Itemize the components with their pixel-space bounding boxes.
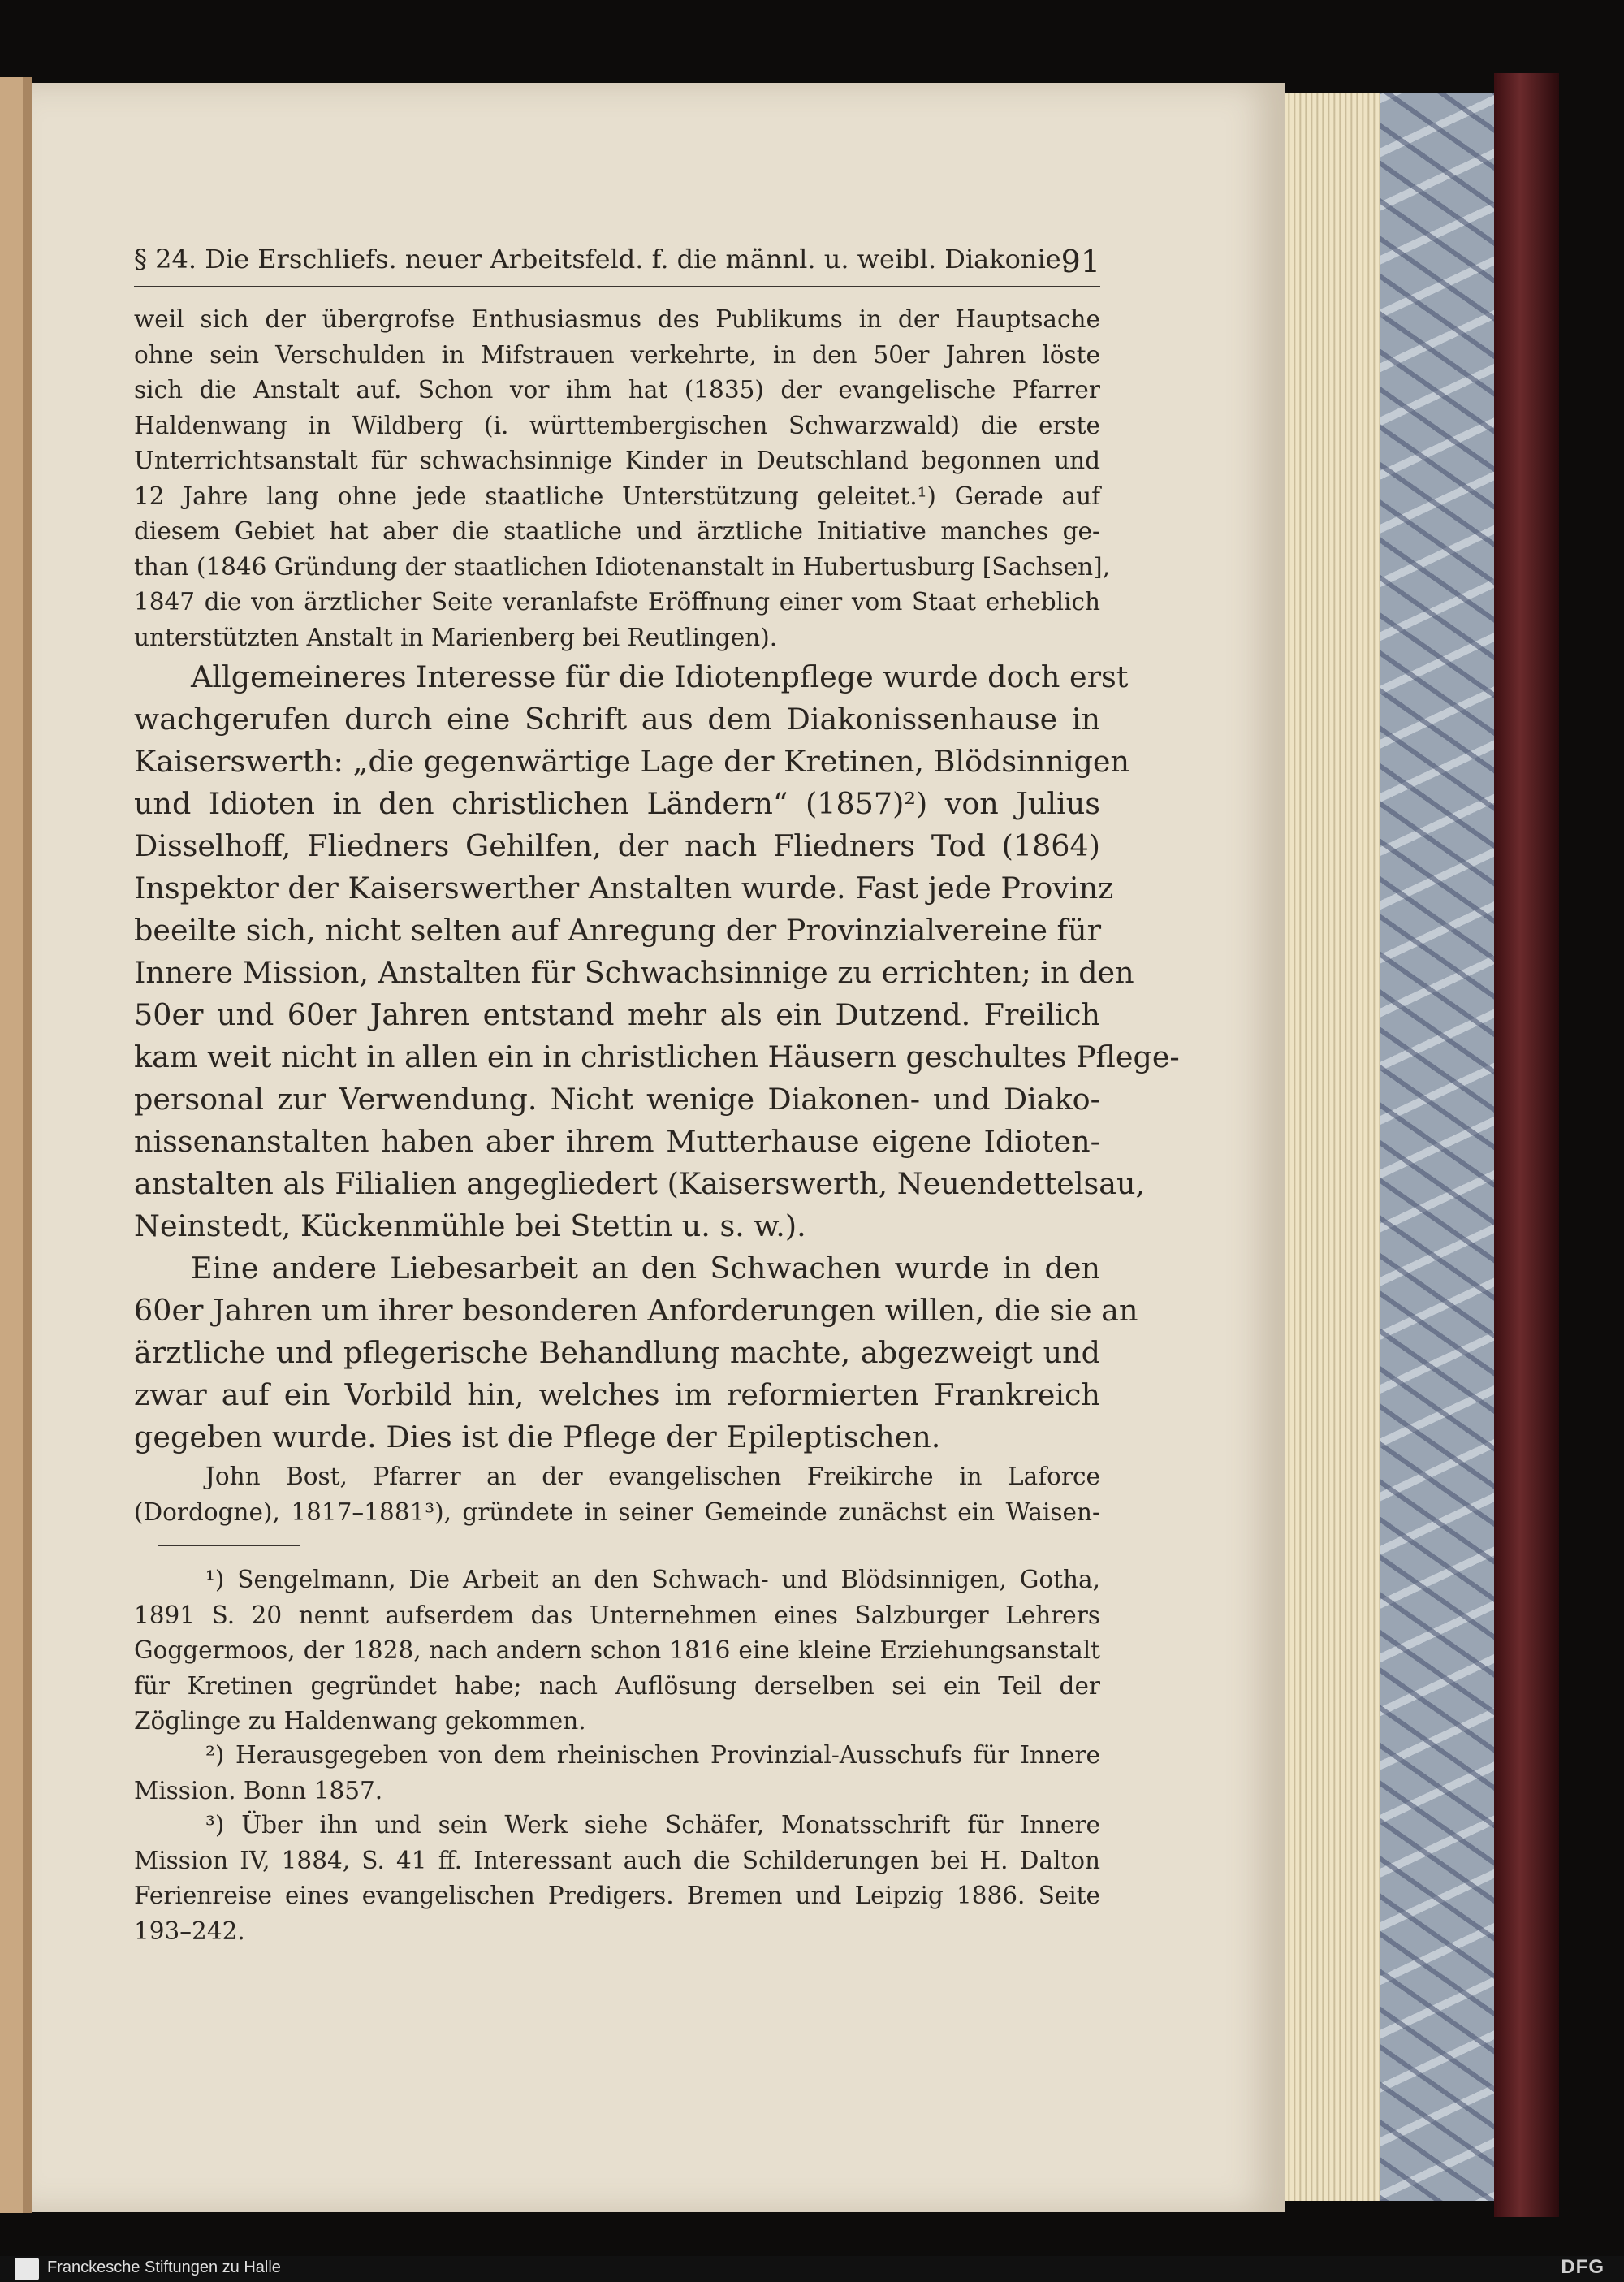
text-line: Mission IV, 1884, S. 41 ff. Interessant auch die Schilderungen bei H. Dalton (134, 1846, 1100, 1874)
paragraph-2 (134, 656, 1180, 1247)
text-line: und Idioten in den christlichen Ländern“ (1857)²) von Julius (134, 786, 1100, 821)
text-line: anstalten als Filialien angegliedert (Kaiserswerth, Neuendettelsau, (134, 1166, 1146, 1201)
text-line: zwar auf ein Vorbild hin, welches im reformierten Frankreich (134, 1377, 1100, 1412)
text-line: Allgemeineres Interesse für die Idiotenpflege wurde doch erst (191, 659, 1129, 694)
text-line: sich die Anstalt auf. Schon vor ihm hat (1835) der evangelische Pfarrer (134, 376, 1100, 404)
text-line: für Kretinen gegründet habe; nach Auflösung derselben sei ein Teil der (134, 1671, 1100, 1700)
text-line: Zöglinge zu Haldenwang gekommen. (134, 1707, 586, 1735)
text-line: nissenanstalten haben aber ihrem Mutterhause eigene Idioten- (134, 1124, 1100, 1159)
footnote-1 (134, 1562, 1100, 1740)
footnote-3 (134, 1808, 1100, 1949)
text-line: 193–242. (134, 1917, 245, 1945)
text-line: 50er und 60er Jahren entstand mehr als ein Dutzend. Freilich (134, 997, 1100, 1032)
text-line: (Dordogne), 1817–1881³), gründete in seiner Gemeinde zunächst ein Waisen- (134, 1498, 1100, 1526)
text-line: Inspektor der Kaiserswerther Anstalten wurde. Fast jede Provinz (134, 871, 1114, 905)
text-line: weil sich der übergrofse Enthusiasmus des Publikums in der Hauptsache (134, 305, 1100, 333)
text-line: Mission. Bonn 1857. (134, 1776, 383, 1804)
page-number: 91 (1060, 244, 1100, 279)
text-line: beeilte sich, nicht selten auf Anregung der Provinzialvereine für (134, 913, 1102, 948)
footnote-2 (134, 1738, 1100, 1809)
text-line: Eine andere Liebesarbeit an den Schwachen wurde in den (191, 1251, 1100, 1286)
footnote-rule (158, 1545, 300, 1546)
text-line: Kaiserswerth: „die gegenwärtige Lage der Kretinen, Blödsinnigen (134, 744, 1129, 779)
text-line: kam weit nicht in allen ein in christlichen Häusern geschultes Pflege- (134, 1039, 1180, 1074)
text-line: Haldenwang in Wildberg (i. württembergischen Schwarzwald) die erste (134, 411, 1100, 439)
paragraph-1 (134, 302, 1111, 655)
text-line: ³) Über ihn und sein Werk siehe Schäfer, Monatsschrift für Innere (205, 1811, 1100, 1839)
text-line: 1847 die von ärztlicher Seite veranlafste Eröffnung einer vom Staat erheblich (134, 588, 1100, 616)
text-line: gegeben wurde. Dies ist die Pflege der Epileptischen. (134, 1420, 941, 1454)
header-title: § 24. Die Erschliefs. neuer Arbeitsfeld. f. die männl. u. weibl. Diakonie. (134, 244, 1069, 274)
paragraph-3 (134, 1247, 1138, 1459)
header-rule (134, 286, 1100, 287)
text-line: Innere Mission, Anstalten für Schwachsinnige zu errichten; in den (134, 955, 1134, 990)
text-line: 12 Jahre lang ohne jede staatliche Unterstützung geleitet.¹) Gerade auf (134, 482, 1100, 510)
text-line: Ferienreise eines evangelischen Predigers. Bremen und Leipzig 1886. Seite (134, 1882, 1100, 1909)
text-line: ohne sein Verschulden in Mifstrauen verkehrte, in den 50er Jahren löste (134, 340, 1100, 369)
text-line: Disselhoff, Fliedners Gehilfen, der nach Fliedners Tod (1864) (134, 828, 1100, 863)
text-line: Goggermoos, der 1828, nach andern schon 1816 eine kleine Erziehungsanstalt (134, 1636, 1100, 1664)
running-header (134, 244, 1100, 279)
text-line: Unterrichtsanstalt für schwachsinnige Kinder in Deutschland begonnen und (134, 447, 1100, 474)
institution-logo-icon (15, 2258, 39, 2280)
text-line: personal zur Verwendung. Nicht wenige Diakonen- und Diako- (134, 1082, 1100, 1117)
text-line: John Bost, Pfarrer an der evangelischen Freikirche in Laforce (205, 1463, 1100, 1490)
paragraph-4 (134, 1459, 1100, 1530)
text-line: Neinstedt, Kückenmühle bei Stettin u. s. w.). (134, 1208, 806, 1243)
funder-logo: DFG (1561, 2256, 1605, 2278)
text-line: ²) Herausgegeben von dem rheinischen Provinzial-Ausschufs für Innere (205, 1741, 1100, 1769)
text-line: ¹) Sengelmann, Die Arbeit an den Schwach- und Blödsinnigen, Gotha, (205, 1566, 1100, 1593)
text-line: unterstützten Anstalt in Marienberg bei Reutlingen). (134, 623, 778, 651)
institution-credit: Franckesche Stiftungen zu Halle (47, 2258, 281, 2276)
text-line: diesem Gebiet hat aber die staatliche und ärztliche Initiative manches ge- (134, 517, 1100, 545)
book-spine (1494, 73, 1559, 2217)
text-line: wachgerufen durch eine Schrift aus dem Diakonissenhause in (134, 702, 1100, 737)
text-line: ärztliche und pflegerische Behandlung machte, abgezweigt und (134, 1335, 1100, 1370)
text-line: than (1846 Gründung der staatlichen Idiotenanstalt in Hubertusburg [Sachsen], (134, 552, 1111, 581)
left-page-shadow (23, 77, 32, 2213)
marbled-cover (1380, 93, 1494, 2201)
text-line: 1891 S. 20 nennt aufserdem das Unternehmen eines Salzburger Lehrers (134, 1601, 1100, 1629)
text-line: 60er Jahren um ihrer besonderen Anforderungen willen, die sie an (134, 1293, 1138, 1328)
